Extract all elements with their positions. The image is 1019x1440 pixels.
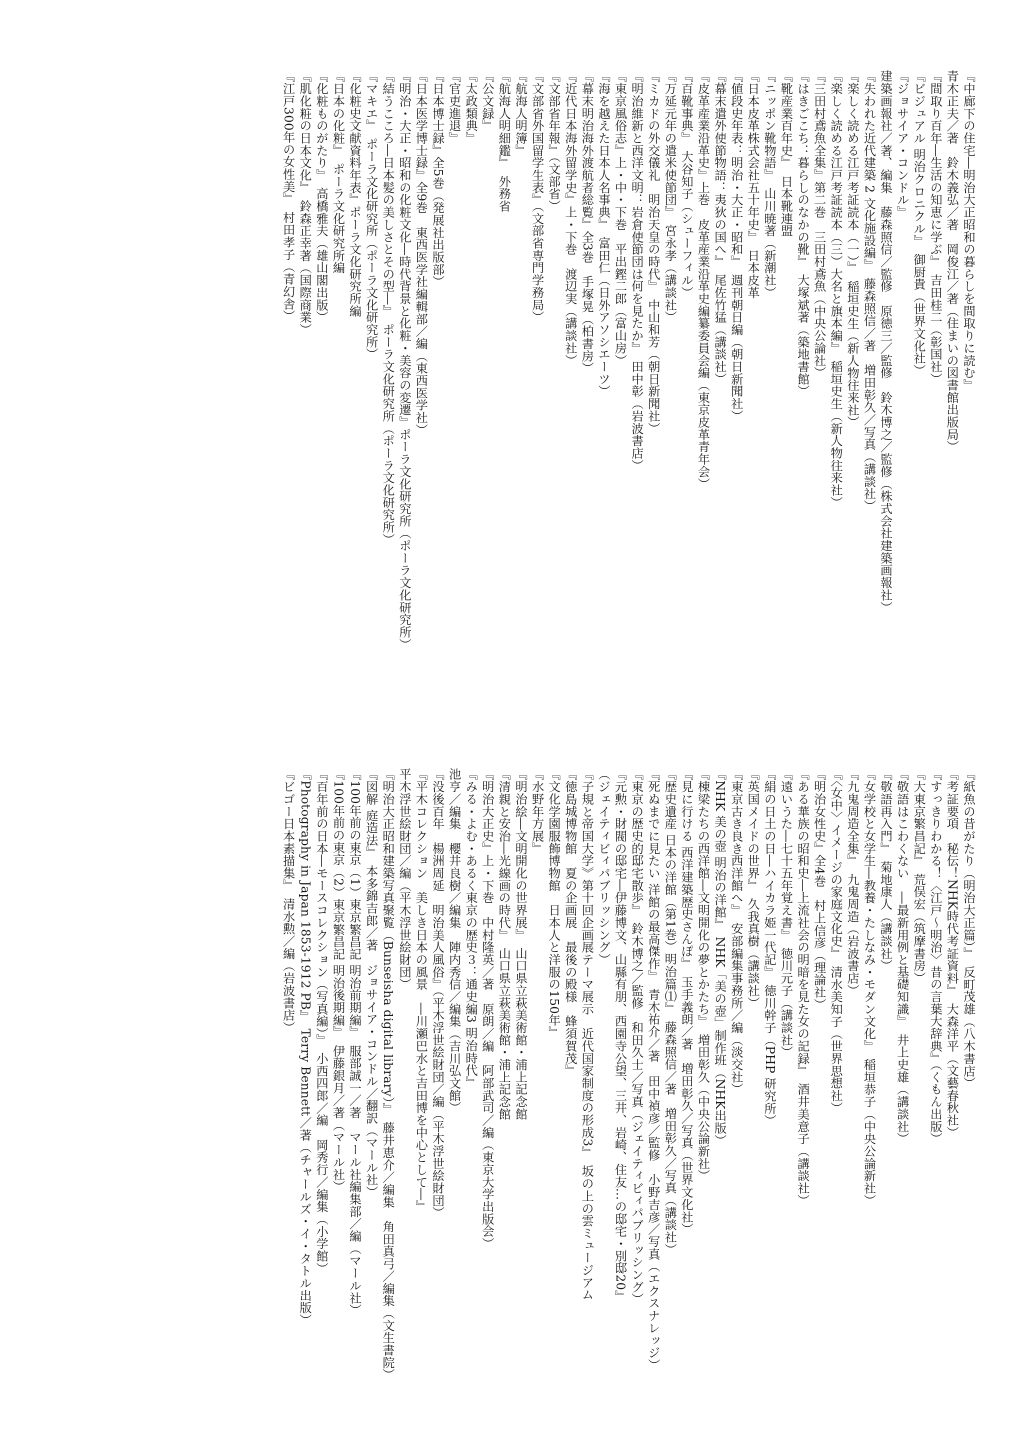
bibliography-entry: 『死ぬまでに見たい 洋館の最高傑作』 青木祐介／著 田中禎彦／監修 小野吉彦／写真（エクスナレッジ） — [646, 768, 661, 1372]
bibliography-entry: 『肌化粧の日本文化』 鈴森正幸著（国際商業） — [298, 70, 313, 336]
bibliography-entry: 『ニッポン靴物語』 山川暁著（新潮社） — [762, 70, 777, 299]
bibliography-entry: 『明治維新と西洋文明：岩倉使節団は何を見たか』 田中彰（岩波書店） — [630, 70, 645, 472]
bibliography-entry: 建築画報社／著、編集 藤森照信／監修 原徳三／監修 鈴木博之／監修（株式会社建築画報社） — [879, 70, 894, 614]
bibliography-entry: 『歴史遺産 日本の洋館（第1巻）明治篇⑴』 藤森照信／著 増田彰久／写真（講談社） — [663, 768, 678, 1256]
bibliography-entry: 『考証要項 秘伝！NHK時代考証資料』 大森洋平（文藝春秋社） — [945, 768, 960, 1139]
bibliography-entry: 『三田村鳶魚全集』第二巻 三田村鳶魚（中央公論社） — [812, 70, 827, 379]
bibliography-entry: 『失われた近代建築 2 文化施設編』 藤森照信／著 増田彰久／写真（講談社） — [862, 70, 877, 513]
bibliography-entry: 『敬語再入門』 菊地康人（講談社） — [879, 768, 894, 972]
bibliography-entry: 『靴産業百年史』 日本靴連盟 — [779, 70, 794, 237]
bibliography-entry: 『すっきりわかる！〈江戸～明治〉昔の言葉大辞典』（くもん出版） — [928, 768, 943, 1145]
bibliography-entry: 『幕末明治海外渡航者総覧』全3巻 手塚晃（柏書房） — [580, 70, 595, 375]
bibliography-entry: 『平木コレクション 美しき日本の風景 ―川瀬巴水と吉田博を中心として―』 — [414, 768, 429, 1213]
bibliography-entry: 『大東京繁昌記』 荒俣宏（筑摩書房） — [912, 768, 927, 985]
bibliography-entry: 『公文録』 — [480, 70, 495, 132]
bibliography-entry: 『没後百年 楊洲周延 明治美人風俗』（平木浮世絵財団／編（平木浮世絵財団） — [431, 768, 445, 1219]
bibliography-entry: 『万延元年の遣米使節団』 宮永孝（講談社） — [663, 70, 678, 324]
bibliography-entry: 『NHK 美の壺 明治の洋館』 NHK「美の壺」制作班（NHK出版） — [713, 768, 728, 1147]
bibliography-entry: 青木正夫／著 鈴木義弘／著 岡俊江／著（住まいの図書館出版局） — [945, 70, 960, 453]
bibliography-entry: 『徳島城博物館 夏の企画展 最後の殿様 蜂須賀茂』 — [563, 768, 578, 1077]
bibliography-entry: 『子規と帝国大学》第十回企画展テーマ展示 近代国家制度の形成3』 坂の上の雲ミュージアム — [580, 768, 595, 1301]
bibliography-entry: 『日本医学博士録』全9巻 東西医学社編輯部／編（東西医学社） — [414, 70, 429, 437]
bibliography-entry: 『〈女中〉イメージの家庭文化史』 清水美知子（世界思想社） — [829, 768, 844, 1114]
bibliography-entry: 『百靴事典』 大谷知子（シューフィル） — [679, 70, 694, 299]
bibliography-entry: 『東京古き良き西洋館へ』 安部編集事務所／編（淡交社） — [729, 768, 744, 1096]
bibliography-entry: 『水野年方展』 — [530, 768, 545, 855]
bibliography-entry: 『楽しく読める江戸考証読本（三）大名と旗本編』 稲垣史生（新人物往来社） — [829, 70, 844, 509]
bibliography-entry: 『太政類典』 — [464, 70, 479, 145]
bibliography-entry: 『ある華族の昭和史―上流社会の明暗を見た女の記録』 酒井美意子（講談社） — [796, 768, 811, 1207]
bibliography-entry: 『日本の化粧』 ポーラ文化研究所編 — [331, 70, 346, 274]
bibliography-entry: 『結うこころ―日本髪の美しさとその型―』 ポーラ文化研究所（ポーラ文化研究所） — [381, 70, 396, 546]
bibliography-entry: 『航海人明簿』 — [513, 70, 528, 157]
bibliography-entry: 『ジョサイア・コンドル』 — [895, 70, 910, 219]
bibliography-entry: 『江戸300年の女性美』 村田孝子（青幻舎） — [281, 70, 296, 323]
bibliography-entry: 『遠いうた―七十五年覚え書』 徳川元子（講談社） — [779, 768, 794, 1059]
bibliography-entry: 『Photography in Japan 1853-1912 PB』 Terry Bennett／著（チャールズ・イ・タトル出版） — [298, 768, 313, 1327]
bibliography-entry: 『近代日本海外留学史』上・下巻 渡辺実（講談社） — [563, 70, 578, 367]
bibliography-entry: 『日本博士録』全5巻（発展社出版部） — [431, 70, 445, 288]
bibliography-entry: 『ミカドの外交儀礼 明治天皇の時代』 中山和芳（朝日新聞社） — [646, 70, 661, 435]
bibliography-entry: 『みる・よむ・あるく東京の歴史３：通史編3 明治時代』 — [464, 768, 479, 1089]
bibliography-entry: 『日本皮革株式会社五十年史』 日本皮革 — [746, 70, 761, 299]
bibliography-entry: 『間取り百年―生活の知恵に学ぶ』 吉田桂二（彰国社） — [928, 70, 943, 385]
bibliography-entry: 『絹の日土の日―ハイカラ姫一代記』 徳川幹子（PHP 研究所） — [762, 768, 777, 1127]
bibliography-entry: 『見に行ける 西洋建築歴史さんぽ』 玉手義朗／著 増田彰久／写真（世界文化社） — [679, 768, 694, 1236]
bibliography-entry: 『棟梁たちの西洋館―文明開化の夢とかたち』 増田彰久（中央公論新社） — [696, 768, 711, 1182]
bibliography-entry: 『東京風俗志』上・中・下巻 平出鏗二郎（富山房） — [613, 70, 628, 367]
bibliography-entry: 『文化学園服飾博物館 日本人と洋服の150年』 — [547, 768, 562, 1039]
bibliography-block-bottom — [0, 768, 1019, 1408]
bibliography-entry: 『女学校と女学生―教養・たしなみ・モダン文化』 稲垣恭子（中央公論新社） — [862, 768, 877, 1207]
bibliography-entry: 『元勲・財閥の邸宅―伊藤博文、山縣有朋、西園寺公望、三井、岩崎、住友…の邸宅・別邸20』 — [613, 768, 628, 1303]
bibliography-entry: 『幕末遣外使節物語：夷狄の国へ』 尾佐竹猛（講談社） — [713, 70, 728, 385]
bibliography-entry: 『化粧史文献資料年表』ポーラ文化研究所編 — [348, 70, 363, 317]
bibliography-entry: 『英国メイドの世界』 久我真樹（講談社） — [746, 768, 761, 1009]
bibliography-entry: 池亨／編集 櫻井良樹／編集 陣内秀信／編集（吉川弘文館） — [447, 768, 462, 1114]
bibliography-entry: 『航海人明細鑑』 外務省 — [497, 70, 512, 213]
bibliography-entry: 『中廊下の住宅―明治大正昭和の暮らしを間取りに読む』 — [962, 70, 976, 392]
bibliography-entry: （ジェイティビィパブリッシング） — [596, 768, 611, 966]
bibliography-block-top — [0, 70, 1019, 710]
bibliography-entry: 『明治絵―文明開化の世界展』 山口県立萩美術館・浦上記念館 — [513, 768, 528, 1121]
bibliography-entry: 『100年前の東京（2）東京繁昌記 明治後期編』 伊藤銀月／著（マール社） — [331, 768, 346, 1193]
bibliography-entry: 『値段史年表：明治・大正・昭和』 週刊朝日編（朝日新聞社） — [729, 70, 744, 423]
bibliography-entry: 『明治・大正・昭和の化粧文化―時代背景と化粧・美容の変遷』ポーラ文化研究所（ポーラ文化研究所） — [397, 70, 412, 651]
bibliography-entry: 平木浮世絵財団／編（平木浮世絵財団） — [397, 768, 412, 991]
bibliography-entry: 『図解 庭造法』 本多錦吉郎／著 ジョサイア・コンドル／翻訳（マール社） — [364, 768, 379, 1199]
bibliography-entry: 『敬語はこわくない ―最新用例と基礎知識』 井上史雄（講談社） — [895, 768, 910, 1145]
bibliography-entry: 『化粧ものがたり』 高橋雅夫（雄山閣出版） — [314, 70, 329, 324]
bibliography-entry: 『皮革産業沿革史』上巻 皮革産業沿革史編纂委員会編（東京皮革青年会） — [696, 70, 711, 490]
bibliography-entry: 『はきごこち：暮らしのなかの靴』 大塚斌著（築地書館） — [796, 70, 811, 398]
bibliography-entry: 『明治大正史』上・下巻 中村隆英／著 原朗／編 阿部武司／編（東京大学出版会） — [480, 768, 495, 1250]
bibliography-entry: 『マキエ』 ポーラ文化研究所（ポーラ文化研究所） — [364, 70, 379, 361]
bibliography-entry: 『海を越えた日本人名事典』 富田仁（日外アソシエーツ） — [596, 70, 611, 398]
bibliography-entry: 『紙魚の昔がたり（明治大正篇）』 反町茂雄（八木書店） — [962, 768, 976, 1090]
bibliography-entry: 『清親と安治―光線画の時代』 山口県立萩美術館・浦上記念館 — [497, 768, 512, 1121]
bibliography-entry: 『楽しく読める江戸考証読本（一）』 稲垣史生（新人物往来社） — [845, 70, 860, 429]
bibliography-entry: 『ビジュアル 明治クロニクル』 御厨貴（世界文化社） — [912, 70, 927, 377]
bibliography-entry: 『文部省外国留学生表』（文部省専門学務局） — [530, 70, 545, 324]
bibliography-entry: 『百年前の日本―モースコレクション（写真編）』 小西四郎／編 岡秀行／編集（小学館） — [314, 768, 329, 1275]
bibliography-entry: 『九鬼周造全集』 九鬼周造（岩波書店） — [845, 768, 860, 997]
bibliography-entry: 『100年前の東京（1）東京繁昌記 明治前期編』 服部誠一／著 マール社編集部／編（マール社） — [348, 768, 363, 1317]
bibliography-entry: 『官吏進退』 — [447, 70, 462, 145]
bibliography-entry: 『東京の歴史的邸宅散歩』 鈴木博之／監修 和田久士／写真（ジェイティビィパブリッシング） — [630, 768, 645, 1306]
bibliography-entry: 『文部省年報』（文部省） — [547, 70, 562, 213]
bibliography-entry: 『明治大正昭和建築写真聚覧（Bunseisha digital library）』 藤井恵介／編集 角田真弓／編集（文生書院） — [381, 768, 396, 1381]
bibliography-entry: 『ビゴー日本素描集』 清水勲／編（岩波書店） — [281, 768, 296, 1034]
bibliography-entry: 『明治女性史』全4巻 村上信彦（理論社） — [812, 768, 827, 1011]
